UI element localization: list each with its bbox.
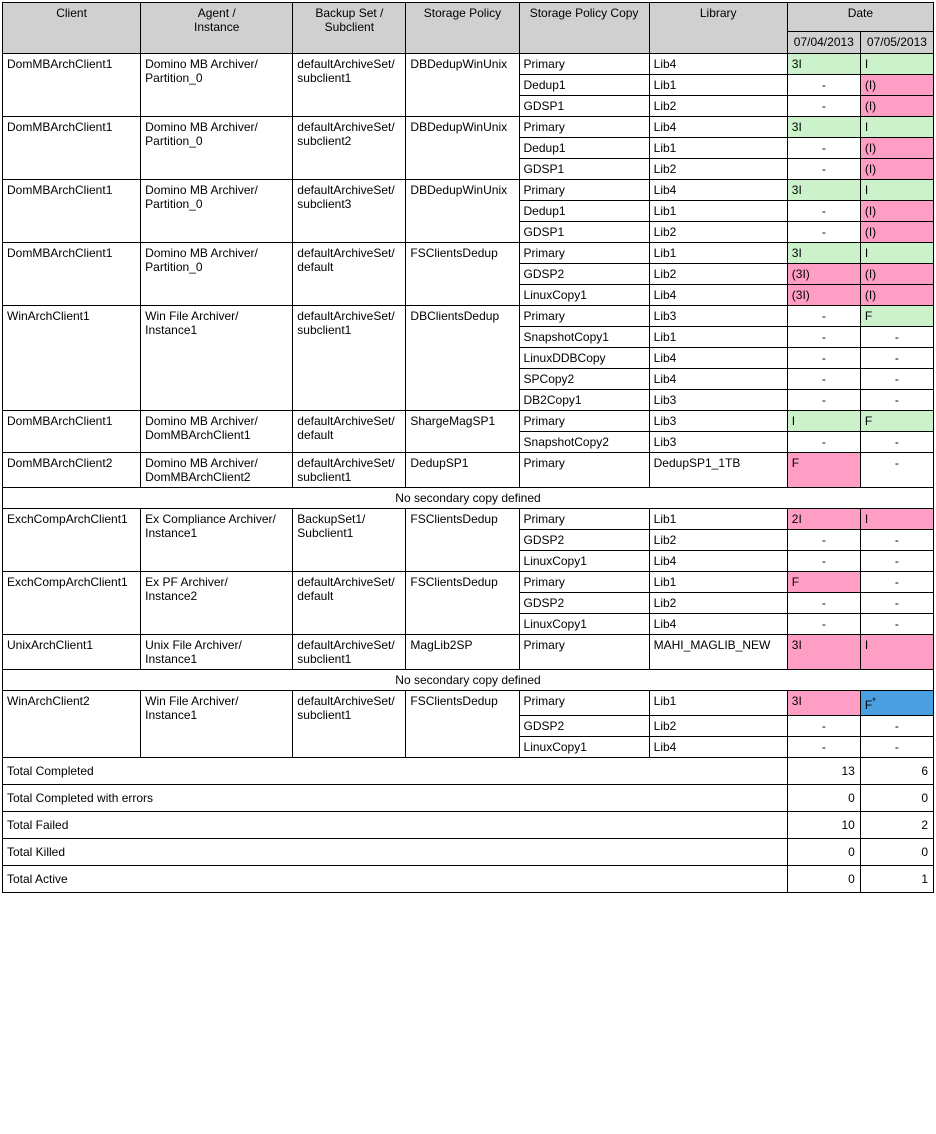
cell-library: Lib2 xyxy=(649,264,787,285)
cell-storage-policy-copy: GDSP1 xyxy=(519,222,649,243)
cell-storage-policy: DBDedupWinUnix xyxy=(406,117,519,180)
status-cell-date-1: - xyxy=(787,138,860,159)
summary-value-date-1: 0 xyxy=(787,866,860,893)
status-cell-date-1: - xyxy=(787,96,860,117)
cell-backup-set-subclient: defaultArchiveSet/ default xyxy=(293,411,406,453)
status-cell-date-2: (I) xyxy=(860,201,933,222)
status-cell-date-1: - xyxy=(787,614,860,635)
summary-value-date-2: 0 xyxy=(860,839,933,866)
cell-client: UnixArchClient1 xyxy=(3,635,141,670)
column-header-date-2: 07/05/2013 xyxy=(860,32,933,54)
status-cell-date-2: F* xyxy=(860,691,933,716)
cell-storage-policy: DBClientsDedup xyxy=(406,306,519,411)
cell-storage-policy-copy: Dedup1 xyxy=(519,75,649,96)
status-cell-date-1: - xyxy=(787,737,860,758)
cell-client: DomMBArchClient1 xyxy=(3,180,141,243)
cell-storage-policy: FSClientsDedup xyxy=(406,691,519,758)
cell-library: Lib1 xyxy=(649,75,787,96)
cell-library: Lib3 xyxy=(649,432,787,453)
table-row xyxy=(3,54,934,75)
status-cell-date-2: - xyxy=(860,530,933,551)
cell-library: Lib4 xyxy=(649,54,787,75)
column-header-client: Client xyxy=(3,3,141,54)
status-cell-date-2: - xyxy=(860,369,933,390)
status-cell-date-1: - xyxy=(787,551,860,572)
cell-agent-instance: Domino MB Archiver/ DomMBArchClient1 xyxy=(141,411,293,453)
summary-row xyxy=(3,839,934,866)
cell-storage-policy-copy: LinuxCopy1 xyxy=(519,551,649,572)
status-cell-date-1: - xyxy=(787,222,860,243)
status-cell-date-2: I xyxy=(860,635,933,670)
cell-library: Lib4 xyxy=(649,180,787,201)
no-secondary-copy-note: No secondary copy defined xyxy=(3,670,934,691)
cell-storage-policy-copy: Dedup1 xyxy=(519,201,649,222)
status-cell-date-2: - xyxy=(860,716,933,737)
cell-library: Lib3 xyxy=(649,306,787,327)
status-cell-date-1: F xyxy=(787,572,860,593)
table-row xyxy=(3,180,934,201)
table-row xyxy=(3,243,934,264)
cell-client: ExchCompArchClient1 xyxy=(3,509,141,572)
cell-storage-policy-copy: Primary xyxy=(519,691,649,716)
table-row xyxy=(3,691,934,716)
summary-label: Total Active xyxy=(3,866,788,893)
status-cell-date-1: - xyxy=(787,530,860,551)
status-cell-date-2: - xyxy=(860,614,933,635)
status-cell-date-1: - xyxy=(787,201,860,222)
status-cell-date-1: 3I xyxy=(787,243,860,264)
table-row-note xyxy=(3,488,934,509)
status-cell-date-1: - xyxy=(787,593,860,614)
summary-value-date-1: 0 xyxy=(787,785,860,812)
status-cell-date-2: - xyxy=(860,551,933,572)
table-row xyxy=(3,453,934,488)
cell-library: Lib4 xyxy=(649,551,787,572)
summary-label: Total Completed xyxy=(3,758,788,785)
cell-library: Lib1 xyxy=(649,327,787,348)
cell-library: Lib1 xyxy=(649,572,787,593)
status-cell-date-2: F xyxy=(860,411,933,432)
status-cell-date-2: (I) xyxy=(860,159,933,180)
status-cell-date-1: - xyxy=(787,159,860,180)
summary-value-date-1: 0 xyxy=(787,839,860,866)
cell-client: DomMBArchClient2 xyxy=(3,453,141,488)
cell-storage-policy-copy: Primary xyxy=(519,117,649,138)
status-cell-date-2: - xyxy=(860,593,933,614)
cell-storage-policy-copy: Primary xyxy=(519,306,649,327)
table-row xyxy=(3,117,934,138)
summary-value-date-2: 6 xyxy=(860,758,933,785)
summary-row xyxy=(3,866,934,893)
status-cell-date-1: 3I xyxy=(787,635,860,670)
status-cell-date-1: - xyxy=(787,75,860,96)
table-row xyxy=(3,635,934,670)
status-cell-date-2: (I) xyxy=(860,264,933,285)
table-row xyxy=(3,509,934,530)
status-cell-date-2: (I) xyxy=(860,138,933,159)
cell-library: DedupSP1_1TB xyxy=(649,453,787,488)
status-cell-date-1: 2I xyxy=(787,509,860,530)
cell-client: WinArchClient2 xyxy=(3,691,141,758)
cell-library: MAHI_MAGLIB_NEW xyxy=(649,635,787,670)
cell-storage-policy-copy: Primary xyxy=(519,509,649,530)
cell-library: Lib4 xyxy=(649,737,787,758)
column-header-agent-instance xyxy=(141,3,293,54)
no-secondary-copy-note: No secondary copy defined xyxy=(3,488,934,509)
cell-client: DomMBArchClient1 xyxy=(3,243,141,306)
status-cell-date-2: (I) xyxy=(860,96,933,117)
cell-backup-set-subclient: defaultArchiveSet/ subclient2 xyxy=(293,117,406,180)
cell-storage-policy: DedupSP1 xyxy=(406,453,519,488)
cell-agent-instance: Domino MB Archiver/ Partition_0 xyxy=(141,54,293,117)
cell-backup-set-subclient: defaultArchiveSet/ subclient3 xyxy=(293,180,406,243)
cell-library: Lib4 xyxy=(649,285,787,306)
cell-library: Lib2 xyxy=(649,530,787,551)
cell-backup-set-subclient: BackupSet1/ Subclient1 xyxy=(293,509,406,572)
table-row-note xyxy=(3,670,934,691)
status-cell-date-2: - xyxy=(860,327,933,348)
status-cell-date-2: - xyxy=(860,737,933,758)
status-cell-date-1: - xyxy=(787,390,860,411)
cell-storage-policy-copy: LinuxCopy1 xyxy=(519,614,649,635)
cell-library: Lib4 xyxy=(649,117,787,138)
table-row xyxy=(3,572,934,593)
status-cell-date-1: 3I xyxy=(787,54,860,75)
header-agent-line1: Agent / xyxy=(197,6,236,20)
status-cell-date-2: - xyxy=(860,432,933,453)
cell-storage-policy: DBDedupWinUnix xyxy=(406,54,519,117)
cell-agent-instance: Domino MB Archiver/ Partition_0 xyxy=(141,180,293,243)
status-cell-date-1: F xyxy=(787,453,860,488)
cell-client: DomMBArchClient1 xyxy=(3,54,141,117)
summary-row xyxy=(3,785,934,812)
summary-label: Total Completed with errors xyxy=(3,785,788,812)
status-cell-date-2: - xyxy=(860,572,933,593)
status-cell-date-2: (I) xyxy=(860,285,933,306)
summary-value-date-1: 10 xyxy=(787,812,860,839)
summary-row xyxy=(3,758,934,785)
cell-storage-policy-copy: DB2Copy1 xyxy=(519,390,649,411)
cell-storage-policy-copy: GDSP1 xyxy=(519,96,649,117)
cell-storage-policy-copy: LinuxCopy1 xyxy=(519,737,649,758)
status-cell-date-2: - xyxy=(860,453,933,488)
cell-storage-policy-copy: Primary xyxy=(519,572,649,593)
cell-library: Lib1 xyxy=(649,243,787,264)
status-cell-date-2: (I) xyxy=(860,75,933,96)
status-cell-date-1: 3I xyxy=(787,117,860,138)
status-cell-date-1: - xyxy=(787,369,860,390)
summary-value-date-2: 1 xyxy=(860,866,933,893)
status-cell-date-2: I xyxy=(860,117,933,138)
cell-library: Lib4 xyxy=(649,369,787,390)
cell-backup-set-subclient: defaultArchiveSet/ subclient1 xyxy=(293,635,406,670)
cell-storage-policy: FSClientsDedup xyxy=(406,243,519,306)
column-header-date-1: 07/04/2013 xyxy=(787,32,860,54)
status-cell-date-1: - xyxy=(787,306,860,327)
status-cell-date-1: 3I xyxy=(787,180,860,201)
cell-storage-policy-copy: Primary xyxy=(519,243,649,264)
cell-storage-policy-copy: LinuxCopy1 xyxy=(519,285,649,306)
table-body xyxy=(3,54,934,893)
cell-storage-policy-copy: Primary xyxy=(519,54,649,75)
cell-agent-instance: Ex Compliance Archiver/ Instance1 xyxy=(141,509,293,572)
cell-storage-policy-copy: Primary xyxy=(519,635,649,670)
header-agent-line2: Instance xyxy=(194,20,240,34)
cell-library: Lib1 xyxy=(649,201,787,222)
cell-agent-instance: Ex PF Archiver/ Instance2 xyxy=(141,572,293,635)
column-header-storage-policy: Storage Policy xyxy=(406,3,519,54)
cell-storage-policy-copy: GDSP1 xyxy=(519,159,649,180)
table-header xyxy=(3,3,934,54)
cell-library: Lib2 xyxy=(649,96,787,117)
cell-storage-policy-copy: GDSP2 xyxy=(519,530,649,551)
column-header-storage-policy-copy: Storage Policy Copy xyxy=(519,3,649,54)
cell-library: Lib1 xyxy=(649,509,787,530)
cell-storage-policy-copy: GDSP2 xyxy=(519,716,649,737)
status-cell-date-2: I xyxy=(860,243,933,264)
status-cell-date-2: - xyxy=(860,348,933,369)
status-cell-date-1: - xyxy=(787,716,860,737)
job-summary-table xyxy=(2,2,934,893)
table-row xyxy=(3,306,934,327)
summary-value-date-2: 2 xyxy=(860,812,933,839)
cell-storage-policy: FSClientsDedup xyxy=(406,509,519,572)
header-row-top xyxy=(3,3,934,32)
cell-agent-instance: Win File Archiver/ Instance1 xyxy=(141,691,293,758)
status-cell-date-2: I xyxy=(860,180,933,201)
status-cell-date-1: - xyxy=(787,348,860,369)
cell-storage-policy-copy: SnapshotCopy1 xyxy=(519,327,649,348)
cell-storage-policy-copy: LinuxDDBCopy xyxy=(519,348,649,369)
cell-library: Lib1 xyxy=(649,691,787,716)
header-backup-line2: Subclient xyxy=(324,20,375,34)
cell-agent-instance: Domino MB Archiver/ Partition_0 xyxy=(141,243,293,306)
cell-storage-policy: DBDedupWinUnix xyxy=(406,180,519,243)
cell-client: DomMBArchClient1 xyxy=(3,411,141,453)
cell-library: Lib3 xyxy=(649,411,787,432)
cell-backup-set-subclient: defaultArchiveSet/ subclient1 xyxy=(293,306,406,411)
column-header-date: Date xyxy=(787,3,933,32)
cell-library: Lib2 xyxy=(649,222,787,243)
cell-storage-policy: ShargeMagSP1 xyxy=(406,411,519,453)
summary-label: Total Killed xyxy=(3,839,788,866)
cell-library: Lib2 xyxy=(649,159,787,180)
status-cell-date-2: F xyxy=(860,306,933,327)
cell-storage-policy-copy: Primary xyxy=(519,453,649,488)
status-cell-date-1: - xyxy=(787,327,860,348)
cell-backup-set-subclient: defaultArchiveSet/ default xyxy=(293,572,406,635)
cell-storage-policy-copy: Primary xyxy=(519,411,649,432)
cell-library: Lib4 xyxy=(649,348,787,369)
status-cell-date-1: I xyxy=(787,411,860,432)
cell-storage-policy: FSClientsDedup xyxy=(406,572,519,635)
status-cell-date-1: 3I xyxy=(787,691,860,716)
cell-library: Lib1 xyxy=(649,138,787,159)
status-cell-date-1: - xyxy=(787,432,860,453)
summary-row xyxy=(3,812,934,839)
summary-value-date-1: 13 xyxy=(787,758,860,785)
status-cell-date-2: I xyxy=(860,54,933,75)
cell-client: ExchCompArchClient1 xyxy=(3,572,141,635)
column-header-backup-set-subclient xyxy=(293,3,406,54)
cell-library: Lib3 xyxy=(649,390,787,411)
summary-value-date-2: 0 xyxy=(860,785,933,812)
status-cell-date-1: (3I) xyxy=(787,285,860,306)
cell-storage-policy-copy: Dedup1 xyxy=(519,138,649,159)
cell-storage-policy-copy: Primary xyxy=(519,180,649,201)
cell-agent-instance: Domino MB Archiver/ Partition_0 xyxy=(141,117,293,180)
cell-backup-set-subclient: defaultArchiveSet/ subclient1 xyxy=(293,691,406,758)
status-cell-date-1: (3I) xyxy=(787,264,860,285)
status-cell-date-2: (I) xyxy=(860,222,933,243)
cell-backup-set-subclient: defaultArchiveSet/ default xyxy=(293,243,406,306)
cell-storage-policy-copy: SnapshotCopy2 xyxy=(519,432,649,453)
table-row xyxy=(3,411,934,432)
cell-library: Lib2 xyxy=(649,593,787,614)
status-cell-date-2: I xyxy=(860,509,933,530)
summary-label: Total Failed xyxy=(3,812,788,839)
cell-agent-instance: Win File Archiver/ Instance1 xyxy=(141,306,293,411)
status-cell-date-2: - xyxy=(860,390,933,411)
cell-agent-instance: Unix File Archiver/ Instance1 xyxy=(141,635,293,670)
header-backup-line1: Backup Set / xyxy=(315,6,384,20)
cell-backup-set-subclient: defaultArchiveSet/ subclient1 xyxy=(293,453,406,488)
cell-storage-policy-copy: GDSP2 xyxy=(519,264,649,285)
cell-storage-policy-copy: GDSP2 xyxy=(519,593,649,614)
column-header-library: Library xyxy=(649,3,787,54)
cell-backup-set-subclient: defaultArchiveSet/ subclient1 xyxy=(293,54,406,117)
cell-library: Lib4 xyxy=(649,614,787,635)
cell-client: DomMBArchClient1 xyxy=(3,117,141,180)
cell-storage-policy-copy: SPCopy2 xyxy=(519,369,649,390)
cell-client: WinArchClient1 xyxy=(3,306,141,411)
cell-library: Lib2 xyxy=(649,716,787,737)
cell-agent-instance: Domino MB Archiver/ DomMBArchClient2 xyxy=(141,453,293,488)
cell-storage-policy: MagLib2SP xyxy=(406,635,519,670)
